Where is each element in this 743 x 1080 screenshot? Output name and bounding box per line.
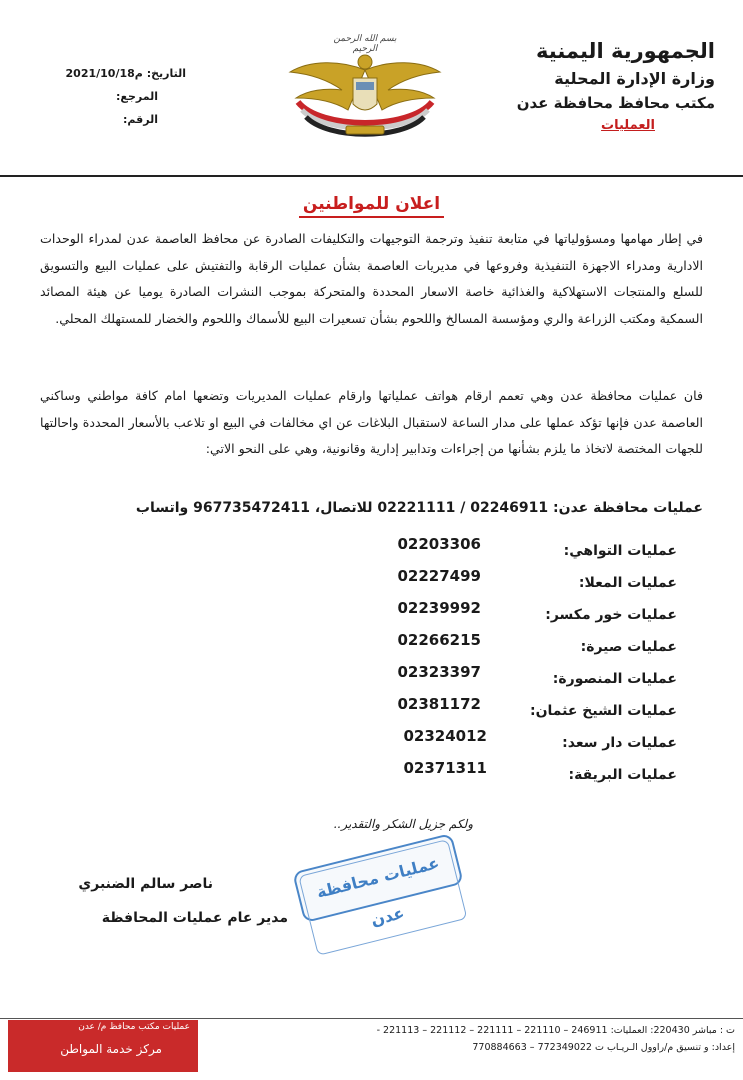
office-phone: 02323397 bbox=[397, 663, 481, 681]
office-name: مكتب محافظ محافظة عدن bbox=[516, 94, 715, 112]
headline-text: اعلان للمواطنين bbox=[299, 194, 444, 218]
main-ops-whatsapp: 967735472411 bbox=[193, 500, 310, 516]
footer-box-line1: عمليات مكتب محافظ م/ عدن bbox=[78, 1022, 190, 1032]
office-label: عمليات صيرة: bbox=[580, 639, 677, 655]
ministry-name: وزارة الإدارة المحلية bbox=[554, 69, 715, 88]
stamp-text: عمليات محافظة عدن bbox=[298, 839, 467, 956]
main-ops-phones: 02221111 / 02246911 bbox=[377, 500, 549, 516]
office-phone: 02381172 bbox=[397, 695, 481, 713]
office-label: عمليات البريقة: bbox=[568, 767, 677, 783]
date-label: التاريخ: bbox=[146, 67, 186, 80]
office-label: عمليات المعلا: bbox=[578, 575, 677, 591]
office-phone: 02203306 bbox=[397, 535, 481, 553]
office-label: عمليات دار سعد: bbox=[562, 735, 677, 751]
main-ops-call-label: للاتصال، bbox=[314, 500, 373, 516]
office-label: عمليات خور مكسر: bbox=[545, 607, 677, 623]
reference-label: المرجع: bbox=[116, 90, 158, 103]
footer-contacts bbox=[235, 1022, 735, 1056]
number-label: الرقم: bbox=[123, 113, 158, 126]
office-label: عمليات المنصورة: bbox=[552, 671, 677, 687]
date-value: 2021/10/18م bbox=[65, 67, 143, 80]
footer-divider bbox=[0, 1018, 743, 1019]
body-paragraph-1: في إطار مهامها ومسؤولياتها في متابعة تنفيذ وترجمة التوجيهات والتكليفات الصادرة عن محافظ العاصمة عدن لمدراء الوحدات الادارية ومدراء الاجهزة التنفيذية وفروعها في مديريات العاصمة بشأن عمليات الرقابة والتفتيش على عمليات البيع والتسويق للسلع والمنتجات الاستهلاكية والغذائية خاصة الاسعار المحددة والمتحركة بموجب النشرات الصادرة يوميا عن هيئة المصائد السمكية ومكتب الزراعة والري ومؤسسة المسالخ واللحوم بشأن تسعيرات البيع للأسماك واللحوم والخضار للمستهلك المحلي. bbox=[40, 231, 703, 326]
basmala-text: بسم الله الرحمن الرحيم bbox=[333, 34, 397, 54]
office-phone: 02266215 bbox=[397, 631, 481, 649]
body-paragraph-2: فان عمليات محافظة عدن وهي تعمم ارقام هواتف عملياتها وارقام عمليات المديريات وتضعها امام كافة مواطني وساكني العاصمة عدن فإنها تؤكد عملها على مدار الساعة لاستقبال البلاغات عن اي مخالفات في البيع او تلاعب بالأسعار المحددة واحالتها للجهات المختصة لاتخاذ ما يلزم بشأنها من إجراءات وتدابير إدارية وقانونية، وهي على النحو الاتي: bbox=[40, 388, 703, 456]
date-row bbox=[56, 62, 186, 85]
office-phone: 02239992 bbox=[397, 599, 481, 617]
footer-phones: ت : مباشر 220430: العمليات: 246911 – 221110 – 221111 – 221112 – 221113 - bbox=[376, 1025, 735, 1036]
footer-box-line2: مركز خدمة المواطن bbox=[60, 1042, 162, 1056]
letterhead-left bbox=[56, 62, 186, 131]
footer-credits: إعداد: و تنسيق م/راوول الـريـاب ت 772349022 – 770884663 bbox=[472, 1042, 735, 1053]
office-row bbox=[257, 759, 677, 795]
signer-title: مدير عام عمليات المحافظة bbox=[101, 910, 288, 926]
department-name: العمليات bbox=[601, 118, 655, 133]
main-operations-line bbox=[40, 500, 703, 516]
office-label: عمليات التواهي: bbox=[563, 543, 677, 559]
letterhead-right bbox=[485, 38, 715, 136]
header-divider bbox=[0, 175, 743, 177]
announcement-headline bbox=[0, 194, 743, 214]
office-phone: 02371311 bbox=[403, 759, 487, 777]
operations-stamp bbox=[292, 833, 464, 930]
office-phone: 02324012 bbox=[403, 727, 487, 745]
footer-red-box bbox=[8, 1020, 198, 1072]
office-label: عمليات الشيخ عثمان: bbox=[529, 703, 677, 719]
main-ops-whatsapp-label: واتساب bbox=[135, 500, 189, 516]
closing-thanks: ولكم جزيل الشكر والتقدير.. bbox=[333, 817, 473, 831]
main-ops-label: عمليات محافظة عدن: bbox=[553, 500, 703, 516]
office-phone: 02227499 bbox=[397, 567, 481, 585]
republic-name: الجمهورية اليمنية bbox=[536, 39, 715, 63]
signer-name: ناصر سالم الضنبري bbox=[78, 876, 213, 892]
yemen-eagle-emblem bbox=[280, 30, 450, 150]
